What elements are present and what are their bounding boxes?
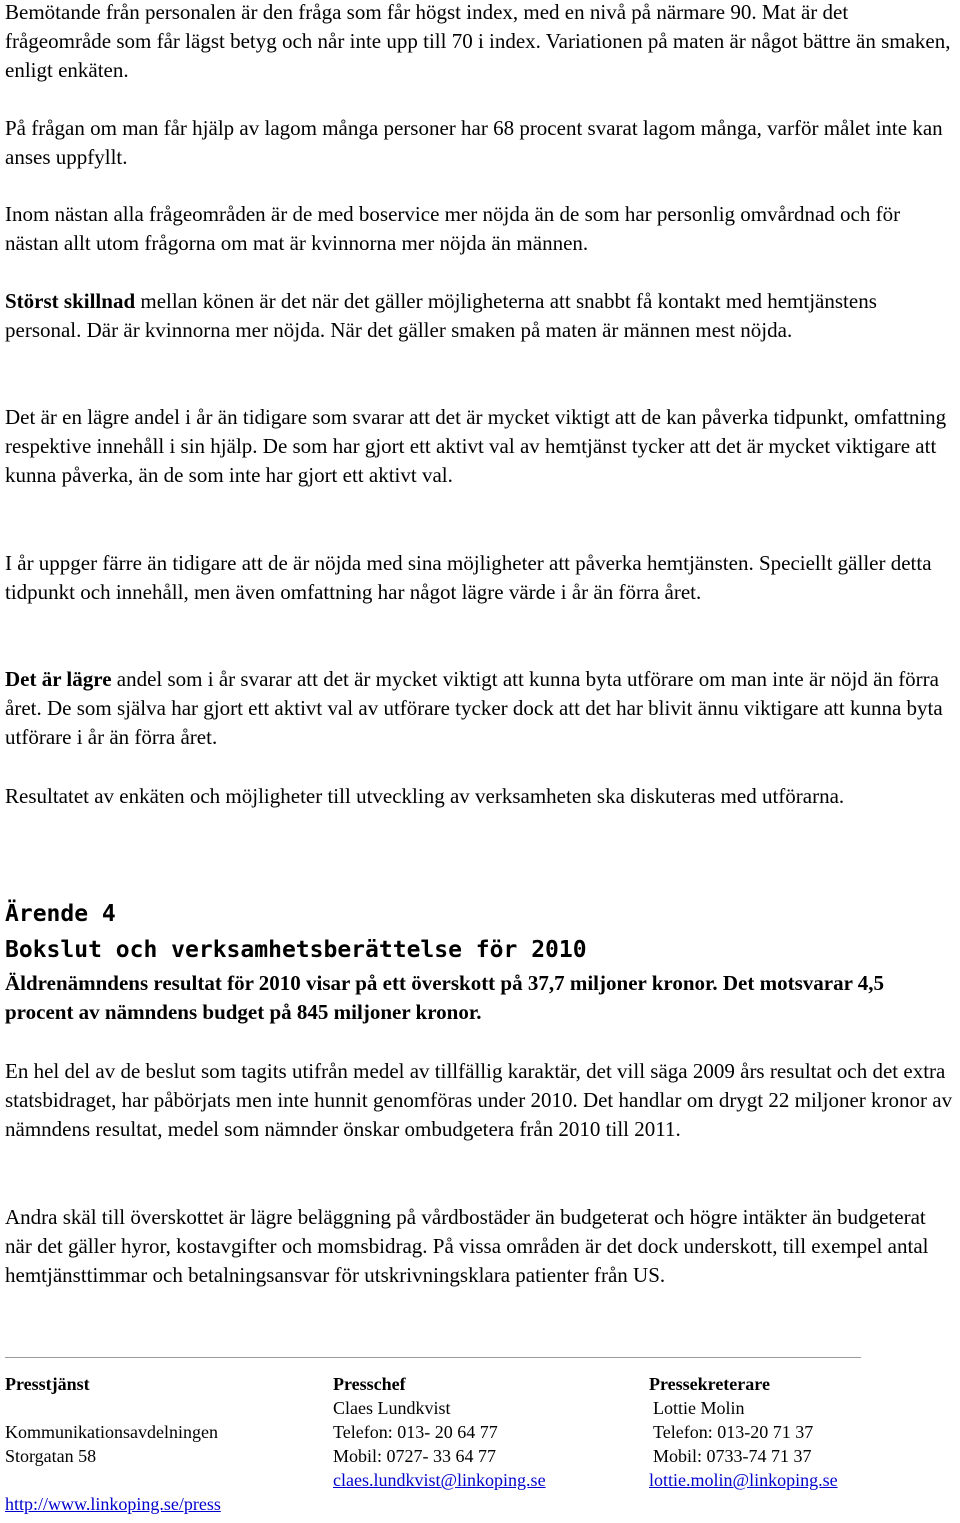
contact-column-pressekreterare <box>649 1372 949 1492</box>
paragraph-satisfaction: I år uppger färre än tidigare att de är nöjda med sina möjligheter att påverka hemtjänsten. Speciellt gäller detta tidpunkt och innehåll, men även omfattning har något lägre värde i år än förra året. <box>5 551 932 604</box>
section-lead: Äldrenämndens resultat för 2010 visar på ett överskott på 37,7 miljoner kronor. Det motsvarar 4,5 procent av nämndens budget på 845 miljoner kronor. <box>5 971 885 1024</box>
paragraph-surplus-reasons: Andra skäl till överskottet är lägre beläggning på vårdbostäder än budgeterat och högre intäkter än budgeterat när det gäller hyror, kostavgifter och momsbidrag. På vissa områden är det dock underskott, till exempel antal hemtjänsttimmar och betalningsansvar för utskrivningsklara patienter från US. <box>5 1205 929 1287</box>
paragraph-temporary-funds: En hel del av de beslut som tagits utifrån medel av tillfällig karaktär, det vill säga 2009 års resultat och det extra statsbidraget, har påbörjats men inte hunnit genomföras under 2010. Det handlar om drygt 22 miljoner kronor av nämndens resultat, medel som nämnder önskar ombudgetera från 2010 till 2011. <box>5 1059 953 1141</box>
paragraph-help-persons: På frågan om man får hjälp av lagom många personer har 68 procent svarat lagom många, varför målet inte kan anses uppfyllt. <box>5 116 943 169</box>
section-title: Bokslut och verksamhetsberättelse för 2010 <box>5 937 587 963</box>
contact-mobile: Mobil: 0733-74 71 37 <box>653 1446 812 1466</box>
paragraph-influence: Det är en lägre andel i år än tidigare som svarar att det är mycket viktigt att de kan påverka tidpunkt, omfattning respektive innehåll i sin hjälp. De som har gjort ett aktivt val av hemtjänst tycker att det är mycket viktigare att kunna påverka, än de som inte har gjort ett aktivt val. <box>5 405 947 487</box>
paragraph-gender-difference <box>5 287 955 345</box>
paragraph-text: mellan könen är det när det gäller möjligheterna att snabbt få kontakt med hemtjänstens personal. Där är kvinnorna mer nöjda. När det gäller smaken på maten är männen mest nöjda. <box>5 289 877 342</box>
contact-email-link[interactable]: claes.lundkvist@linkoping.se <box>333 1470 546 1490</box>
footer-divider <box>5 1357 861 1358</box>
contact-phone: Telefon: 013-20 71 37 <box>653 1422 814 1442</box>
contact-spacer <box>5 1468 325 1492</box>
press-link[interactable]: http://www.linkoping.se/press <box>5 1494 221 1514</box>
contact-phone: Telefon: 013- 20 64 77 <box>333 1422 498 1442</box>
paragraph-text: andel som i år svarar att det är mycket viktigt att kunna byta utförare om man inte är nöjd än förra året. De som själva har gjort ett aktivt val av utförare tycker dock att det har blivit ännu viktigare att kunna byta utförare i år än förra året. <box>5 667 943 749</box>
contact-heading: Pressekreterare <box>649 1374 770 1394</box>
contact-heading: Presstjänst <box>5 1374 90 1394</box>
contact-address: Storgatan 58 <box>5 1446 97 1466</box>
contact-spacer <box>5 1396 325 1420</box>
contact-column-presschef <box>333 1372 643 1492</box>
contact-name: Lottie Molin <box>653 1398 745 1418</box>
contact-email-link[interactable]: lottie.molin@linkoping.se <box>649 1470 838 1490</box>
paragraph-boservice: Inom nästan alla frågeområden är de med boservice mer nöjda än de som har personlig omvårdnad och för nästan allt utom frågorna om mat är kvinnorna mer nöjda än männen. <box>5 202 901 255</box>
section-label: Ärende 4 <box>5 901 116 927</box>
bold-phrase: Störst skillnad <box>5 289 136 313</box>
intro-paragraph: Bemötande från personalen är den fråga som får högst index, med en nivå på närmare 90. Mat är det frågeområde som får lägst betyg och når inte upp till 70 i index. Variationen på maten är något bättre än smaken, enligt enkäten. <box>5 0 951 82</box>
contact-column-presstjanst <box>5 1372 325 1516</box>
contact-mobile: Mobil: 0727- 33 64 77 <box>333 1446 497 1466</box>
contact-heading: Presschef <box>333 1374 406 1394</box>
contact-name: Claes Lundkvist <box>333 1398 451 1418</box>
bold-phrase: Det är lägre <box>5 667 112 691</box>
paragraph-results-discussion: Resultatet av enkäten och möjligheter till utveckling av verksamheten ska diskuteras med utförarna. <box>5 784 845 808</box>
paragraph-change-provider <box>5 665 955 752</box>
contact-department: Kommunikationsavdelningen <box>5 1422 218 1442</box>
